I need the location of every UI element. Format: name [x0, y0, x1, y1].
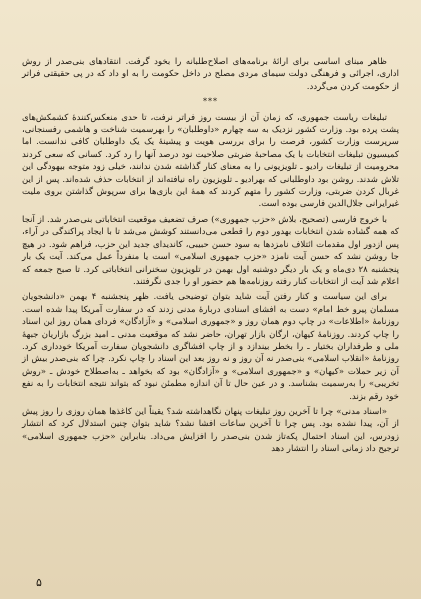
- section-separator: ***: [203, 97, 218, 107]
- page-number: ۵: [36, 576, 42, 589]
- paragraph-2: با خروج فارسی (تصحیح، بلاش «حزب جمهوری») صرف تضعیف موقعیت انتخاباتی بنی‌صدر شد. از آنجا که همه گشاده شدن انتخابات بهدور دوم را قطعی می‌دانستند کوشش می‌شد تا با ایجاد پراکندگی در آراء، پس ازدور اول مقدمات ائتلاف نامزدها به سود حسن حبیبی، کاندیدای جدید این حزب، فراهم شود. در هیچ جا روشن نشد که حسن آیت نامزد «حزب جمهوری اسلامی» است یا منفرداً عمل می‌کند. آیت یک بار پنجشنبه ۲۸ دی‌ماه و یک بار دیگر دوشنبه اول بهمن در تلویزیون سخنرانی انتخاباتی کرد. تا صبح جمعه که اعلام شد آیت از انتخابات کنار رفته روزنامه‌ها هم حضور او را جدی نگرفتند.: [22, 214, 399, 287]
- paragraph-4: «اسناد مدنی» چرا تا آخرین روز تبلیغات پنهان نگاهداشته شد؟ یقیناً این کاغذها همان روزی را روز پیش از آن، پیدا نشده بود. پس چرا تا آخرین ساعات افشا نشد؟ شاید بتوان چنین استدلال کرد که انتشار زودرس، این اسناد احتمال پکه‌تاز شدن بنی‌صدر را افزایش می‌داد. بنابراین «حزب جمهوری اسلامی» ترجیح داد زمانی اسناد را انتشار دهد: [22, 406, 399, 455]
- intro-paragraph: ظاهر مبنای اساسی برای ارائهٔ برنامه‌های اصلاح‌طلبانه را بخود گرفت. انتقادهای بنی‌صدر از روش اداری، اجرائی و فرهنگی دولت سیمای مردی مصلح در داخل حکومت را به او داد که در پی حقیقتی فراتر از حکومت کردن می‌گردد.: [22, 57, 399, 92]
- paragraph-3: برای این سیاست و کنار رفتن آیت شاید بتوان توضیحی یافت. ظهر پنجشنبه ۴ بهمن «دانشجویان مسلمان پیرو خط امام» دست به افشای اسنادی دربارهٔ مدنی زدند که در سفارت آمریکا پیدا شده است. روزنامهٔ «اطلاعات» در چاپ دوم همان روز و «جمهوری اسلامی» و «آزادگان» فردای همان روز این اسناد را چاپ کردند. روزنامهٔ کیهان، ارگان بازار تهران، حاضر نشد که موقعیت مدنی ـ امید بزرگ بازاریان جبههٔ ملی و طرفداران بختیار ـ را بخطر بیندازد و از چاپ افشاگری دانشجویان سفارت آمریکا خودداری کرد. روزنامهٔ «انقلاب اسلامی» بنی‌صدر نه آن روز و نه روز بعد این اسناد را چاپ نکرد. چرا که بنی‌صدر بیش از آن زیر حملات «کیهان» و «جمهوری اسلامی» و «آزادگان» بود که بخواهد ـ به‌اصطلاح خودش ـ «روش تخریبی» را به‌رسمیت بشناسد. و در عین حال تا آن اندازه مطمئن نبود که بتواند نتیجه انتخابات را به نفع خود رقم بزند.: [22, 292, 399, 402]
- body-text: [22, 56, 399, 456]
- paragraph-1: تبلیغات ریاست جمهوری، که زمان آن از بیست روز فراتر نرفت، تا حدی منعکس‌کنندهٔ کشمکش‌های پشت پرده بود. وزارت کشور نزدیک به سه چهارم «داوطلبان» را بهرسمیت شناخت و هاشمی رفسنجانی، سرپرست وزارت کشور، فرصت را برای بررسی هویت و پیشینهٔ یک یک داوطلبان کافی ندانست. اما کمیسیون تبلیغات انتخابات با یک مصاحبهٔ ضربتی صلاحیت نود درصد آنها را رد کرد. کسانی که سعی کردند محرومیت از تبلیغات رادیو ـ تلویزیونی را به معنای کنار گذاشته شدن ندانند، خیلی زود متوجه بیهودگی این تلاش شدند. روشن بود داوطلبانی که بهرادیو ـ تلویزیون راه نیافته‌اند از انتخابات حذف شده‌اند. پس از این غربال کردن ضربتی، وزارت کشور را متهم کردند که همهٔ این بازی‌ها برای سرپوش گذاشتن بروی ملیت غیرایرانی جلال‌الدین فارسی بوده است.: [22, 112, 399, 210]
